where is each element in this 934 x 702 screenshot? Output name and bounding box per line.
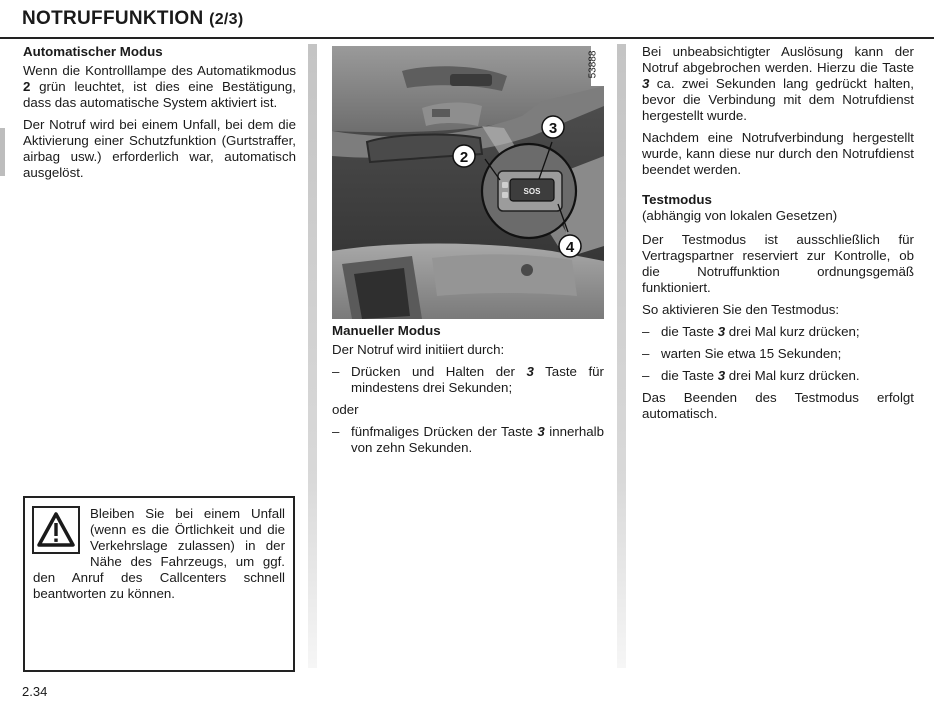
page-title: NOTRUFFUNKTION (2/3) [22, 8, 244, 29]
manual-mode-heading: Manueller Modus [332, 323, 441, 338]
test-mode-steps [642, 324, 914, 384]
test-mode-subtitle: (abhängig von lokalen Gesetzen) [642, 208, 838, 223]
test-mode-paragraph-2: So aktivieren Sie den Testmodus: [642, 302, 840, 317]
warning-box [23, 496, 295, 672]
column-manual-mode [332, 323, 604, 462]
sos-button-label: SOS [523, 187, 541, 196]
warning-text: Bleiben Sie bei einem Unfall (wenn es die Örtlichkeit und die Verkehrslage zulassen) in der Nähe des Fahrzeugs, um ggf. den Anruf des Callcenters schnell beantworten zu können. [33, 506, 285, 601]
test-mode-heading: Testmodus [642, 192, 712, 207]
column-cancel-test [642, 44, 914, 428]
column-separator-2 [617, 44, 626, 668]
test-mode-paragraph-3: Das Beenden des Testmodus erfolgt automatisch. [642, 390, 914, 421]
test-mode-paragraph-1: Der Testmodus ist ausschließlich für Vertragspartner reserviert zur Kontrolle, ob die Notruffunktion ordnungsgemäß funktioniert. [642, 232, 914, 295]
title-rule [0, 37, 934, 39]
list-item: – fünfmaliges Drücken der Taste 3 innerhalb von zehn Sekunden. [332, 424, 604, 456]
callout-2 [453, 145, 475, 167]
page-indicator: (2/3) [209, 11, 244, 28]
page-number: 2.34 [22, 684, 48, 699]
cancel-paragraph-1: Bei unbeabsichtigter Auslösung kann der Notruf abgebrochen werden. Hierzu die Taste 3 ca. zwei Sekunden lang gedrückt halten, bevor die Verbindung mit dem Notrufdienst hergestellt wurde. [642, 44, 914, 123]
automatic-mode-paragraph-1: Wenn die Kontrolllampe des Automatikmodus 2 grün leuchtet, ist dies eine Bestätigung, dass das automatische System aktiviert ist. [23, 63, 296, 110]
svg-text:2: 2 [459, 149, 469, 166]
svg-text:3: 3 [548, 120, 558, 137]
svg-text:4: 4 [565, 239, 575, 256]
figure-reference: 53888 [591, 46, 604, 86]
cancel-paragraph-2: Nachdem eine Notrufverbindung hergestellt wurde, kann diese nur durch den Notrufdienst beendet werden. [642, 130, 914, 177]
automatic-mode-heading: Automatischer Modus [23, 44, 163, 59]
manual-mode-list-2 [332, 424, 604, 456]
automatic-mode-paragraph-2: Der Notruf wird bei einem Unfall, bei dem die Aktivierung einer Schutzfunktion (Gurtstraffer, airbag usw.) erforderlich war, automatisch ausgelöst. [23, 117, 296, 180]
manual-mode-intro: Der Notruf wird initiiert durch: [332, 342, 505, 357]
column-automatic-mode [23, 44, 296, 187]
sos-button-photo [332, 46, 604, 319]
list-item: – die Taste 3 drei Mal kurz drücken; [642, 324, 914, 340]
list-item: – warten Sie etwa 15 Sekunden; [642, 346, 914, 362]
callout-3 [542, 116, 564, 138]
list-item: – die Taste 3 drei Mal kurz drücken. [642, 368, 914, 384]
manual-mode-list-1 [332, 364, 604, 396]
list-item: – Drücken und Halten der 3 Taste für mindestens drei Sekunden; [332, 364, 604, 396]
callout-4 [559, 235, 581, 257]
manual-mode-or: oder [332, 402, 359, 417]
column-separator-1 [308, 44, 317, 668]
chapter-tab-marker [0, 128, 5, 176]
warning-triangle-icon [32, 506, 80, 554]
